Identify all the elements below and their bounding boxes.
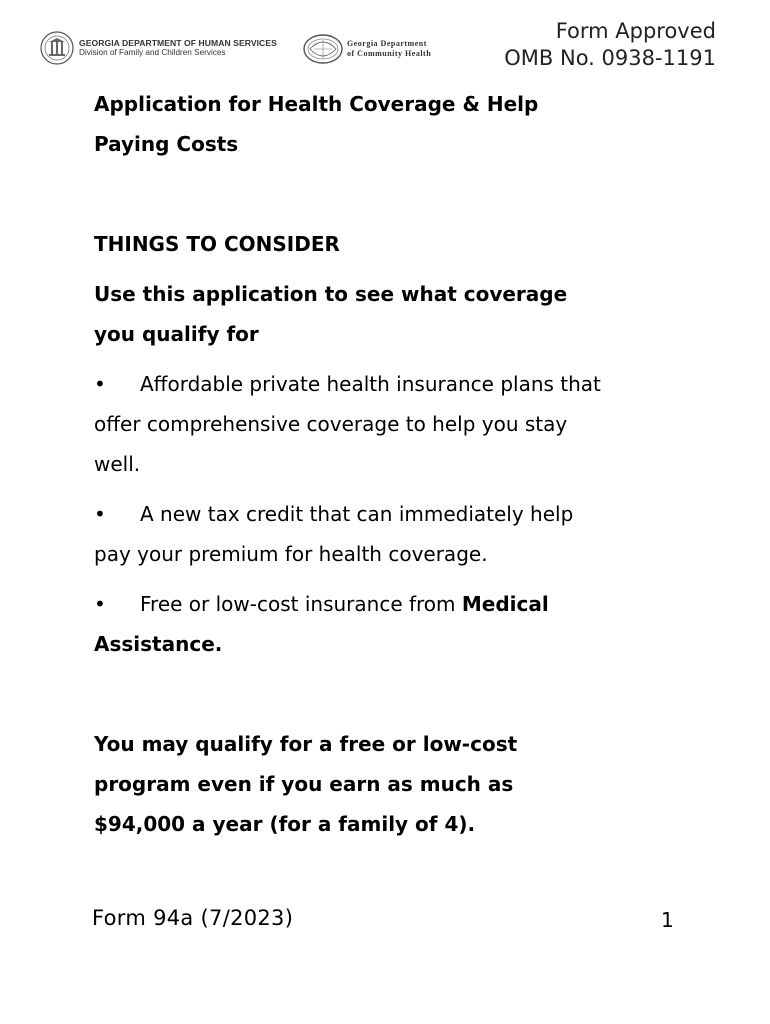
form-number: Form 94a (7/2023) [92, 906, 294, 930]
page-title [94, 84, 704, 164]
approval-text: Form Approved [555, 19, 716, 43]
dhs-division: Division of Family and Children Services [79, 48, 226, 57]
dhs-logo [40, 31, 277, 65]
dch-logo [302, 30, 431, 68]
bullet-text: A new tax credit that can immediately help [140, 502, 574, 526]
lead-line: Use this application to see what coverage [94, 282, 568, 306]
note-line: program even if you earn as much as [94, 772, 514, 796]
lead-paragraph [94, 274, 704, 354]
eligibility-note [94, 724, 704, 844]
bullet-text: pay your premium for health coverage. [94, 542, 488, 566]
omb-approval [504, 18, 716, 72]
dch-emblem-icon [302, 30, 344, 68]
bullet-bold-text: Assistance. [94, 632, 223, 656]
bullet-item [94, 364, 704, 484]
dhs-name: GEORGIA DEPARTMENT OF HUMAN SERVICES [79, 38, 277, 48]
title-line: Application for Health Coverage & Help [94, 92, 539, 116]
bullet-text: Affordable private health insurance plans that [140, 372, 601, 396]
bullet-marker: • [94, 592, 106, 616]
bullet-text: Free or low-cost insurance from [140, 592, 462, 616]
main-content [94, 84, 704, 844]
title-line: Paying Costs [94, 132, 239, 156]
bullet-item [94, 494, 704, 574]
lead-line: you qualify for [94, 322, 259, 346]
bullet-marker: • [94, 502, 106, 526]
bullet-bold-text: Medical [461, 592, 549, 616]
note-line: You may qualify for a free or low-cost [94, 732, 518, 756]
bullet-marker: • [94, 372, 106, 396]
note-line: $94,000 a year (for a family of 4). [94, 812, 476, 836]
bullet-text: well. [94, 452, 141, 476]
section-heading: THINGS TO CONSIDER [94, 232, 340, 256]
georgia-seal-icon [40, 31, 74, 65]
bullet-item [94, 584, 704, 664]
dch-name-line2: of Community Health [347, 49, 432, 58]
omb-number: OMB No. 0938-1191 [504, 46, 716, 70]
bullet-text: offer comprehensive coverage to help you stay [94, 412, 568, 436]
dch-name-line1: Georgia Department [347, 39, 427, 48]
page-number: 1 [661, 908, 674, 932]
